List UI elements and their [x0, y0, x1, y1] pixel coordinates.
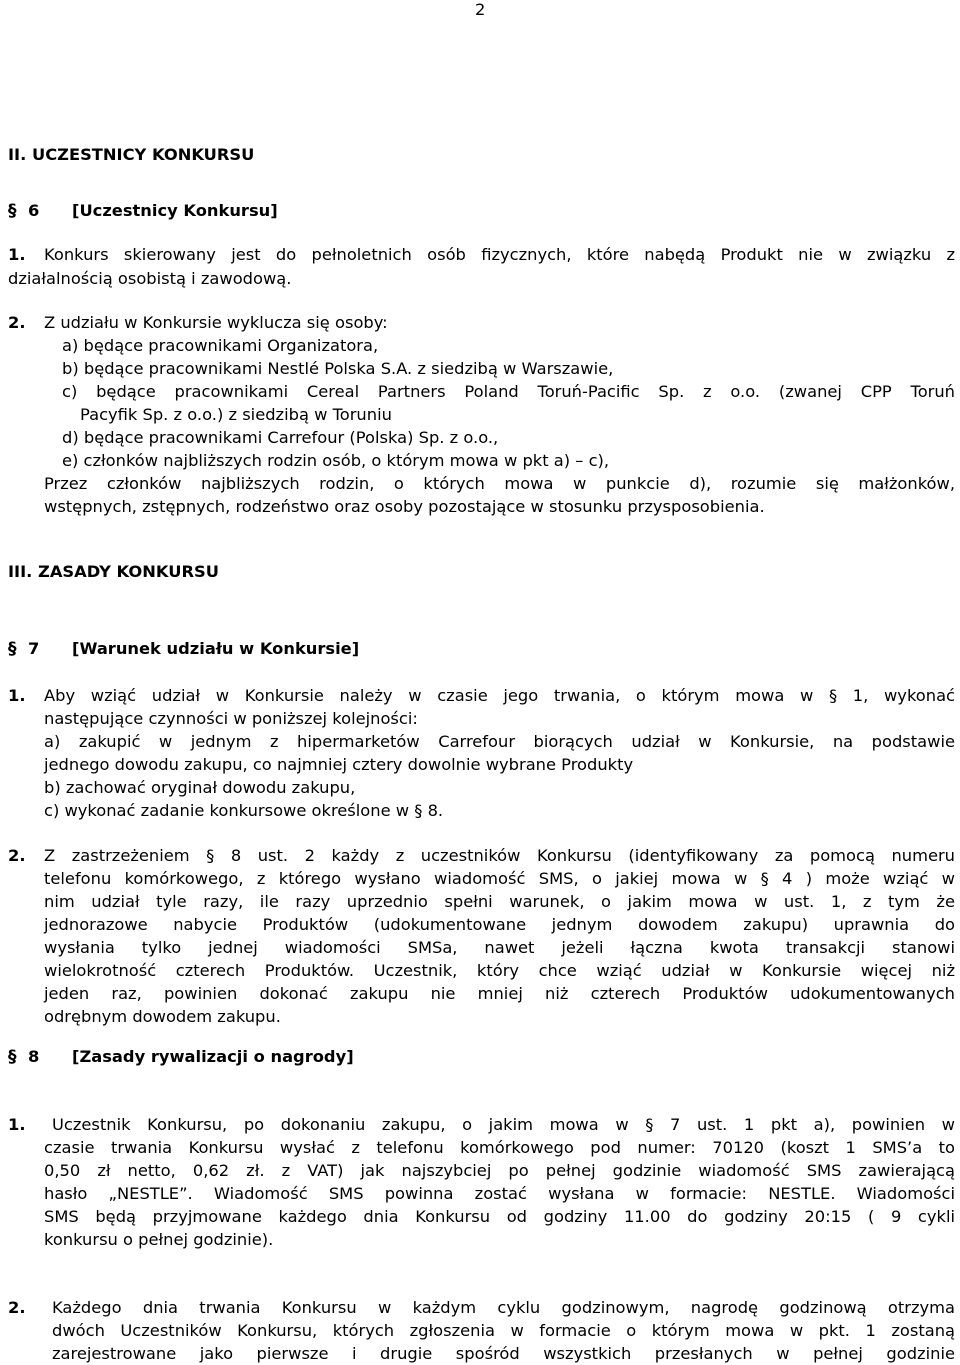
- paragraph-line: a) zakupić w jednym z hipermarketów Carrefour biorących udział w Konkursie, na podstawie: [44, 732, 955, 751]
- list-item: a) będące pracownikami Organizatora,: [62, 336, 379, 355]
- section-title: [Zasady rywalizacji o nagrody]: [72, 1047, 354, 1066]
- point-number: 1.: [8, 686, 26, 705]
- paragraph-line: jednego dowodu zakupu, co najmniej cztery dowolnie wybrane Produkty: [44, 755, 634, 774]
- section-title: [Warunek udziału w Konkursie]: [72, 639, 360, 658]
- paragraph-line: Z udziału w Konkursie wyklucza się osoby:: [44, 313, 388, 332]
- list-item: Pacyfik Sp. z o.o.) z siedzibą w Toruniu: [80, 405, 392, 424]
- paragraph-line: b) zachować oryginał dowodu zakupu,: [44, 778, 356, 797]
- paragraph-line: zarejestrowane jako pierwsze i drugie spośród wszystkich przesłanych w pełnej godzinie: [52, 1344, 955, 1363]
- paragraph-line: Konkurs skierowany jest do pełnoletnich osób fizycznych, które nabędą Produkt nie w związku z: [44, 245, 955, 264]
- point-number: 2.: [8, 1298, 26, 1317]
- paragraph-line: wielokrotność czterech Produktów. Uczestnik, który chce wziąć udział w Konkursie więcej niż: [44, 961, 955, 980]
- list-item: e) członków najbliższych rodzin osób, o którym mowa w pkt a) – c),: [62, 451, 610, 470]
- list-item: b) będące pracownikami Nestlé Polska S.A. z siedzibą w Warszawie,: [62, 359, 614, 378]
- section-number: 7: [28, 639, 40, 658]
- section-number: 8: [28, 1047, 40, 1066]
- section-heading-rules: III. ZASADY KONKURSU: [8, 562, 219, 581]
- paragraph-line: Każdego dnia trwania Konkursu w każdym cyklu godzinowym, nagrodę godzinową otrzyma: [52, 1298, 955, 1317]
- paragraph-line: konkursu o pełnej godzinie).: [44, 1230, 274, 1249]
- section-symbol: §: [8, 201, 17, 221]
- point-number: 2.: [8, 313, 26, 332]
- paragraph-line: nim udział tyle razy, ile razy uprzednio spełni warunek, o jakim mowa w ust. 1, z tym że: [44, 892, 955, 911]
- paragraph-line: 0,50 zł netto, 0,62 zł. z VAT) jak najszybciej po pełnej godzinie wiadomość SMS zawierającą: [44, 1161, 955, 1180]
- paragraph-line: wstępnych, zstępnych, rodzeństwo oraz osoby pozostające w stosunku przysposobienia.: [44, 497, 765, 516]
- paragraph-line: dwóch Uczestników Konkursu, których zgłoszenia w formacie o którym mowa w pkt. 1 zostaną: [52, 1321, 955, 1340]
- paragraph-line: Uczestnik Konkursu, po dokonaniu zakupu, o jakim mowa w § 7 ust. 1 pkt a), powinien w: [52, 1115, 955, 1134]
- paragraph-line: Aby wziąć udział w Konkursie należy w czasie jego trwania, o którym mowa w § 1, wykonać: [44, 686, 955, 705]
- page-number: 2: [475, 0, 486, 19]
- list-item: c) będące pracownikami Cereal Partners Poland Toruń-Pacific Sp. z o.o. (zwanej CPP Toruń: [62, 382, 955, 401]
- point-number: 2.: [8, 846, 26, 865]
- paragraph-line: c) wykonać zadanie konkursowe określone w § 8.: [44, 801, 444, 820]
- paragraph-line: następujące czynności w poniższej kolejności:: [44, 709, 418, 728]
- section-symbol: §: [8, 639, 17, 659]
- paragraph-line: odrębnym dowodem zakupu.: [44, 1007, 281, 1026]
- point-number: 1.: [8, 1115, 26, 1134]
- paragraph-line: Przez członków najbliższych rodzin, o których mowa w punkcie d), rozumie się małżonków,: [44, 474, 955, 493]
- section-number: 6: [28, 201, 40, 220]
- section-heading-participants: II. UCZESTNICY KONKURSU: [8, 145, 255, 164]
- paragraph-line: wysłania tylko jednej wiadomości SMSa, nawet jeżeli łączna kwota transakcji stanowi: [44, 938, 955, 957]
- section-title: [Uczestnicy Konkursu]: [72, 201, 278, 220]
- paragraph-line: hasło „NESTLE”. Wiadomość SMS powinna zostać wysłana w formacie: NESTLE. Wiadomości: [44, 1184, 955, 1203]
- paragraph-line: jeden raz, powinien dokonać zakupu nie mniej niż czterech Produktów udokumentowanych: [44, 984, 955, 1003]
- point-number: 1.: [8, 245, 26, 264]
- paragraph-line: SMS będą przyjmowane każdego dnia Konkursu od godziny 11.00 do godziny 20:15 ( 9 cykli: [44, 1207, 955, 1226]
- list-item: d) będące pracownikami Carrefour (Polska) Sp. z o.o.,: [62, 428, 499, 447]
- paragraph-line: telefonu komórkowego, z którego wysłano wiadomość SMS, o jakiej mowa w § 4 ) może wziąć w: [44, 869, 955, 888]
- paragraph-line: Z zastrzeżeniem § 8 ust. 2 każdy z uczestników Konkursu (identyfikowany za pomocą numeru: [44, 846, 955, 865]
- paragraph-line: czasie trwania Konkursu wysłać z telefonu komórkowego pod numer: 70120 (koszt 1 SMS’a to: [44, 1138, 955, 1157]
- paragraph-line: jednorazowe nabycie Produktów (udokumentowane jednym dowodem zakupu) uprawnia do: [44, 915, 955, 934]
- section-symbol: §: [8, 1047, 17, 1067]
- paragraph-line: działalnością osobistą i zawodową.: [8, 269, 292, 288]
